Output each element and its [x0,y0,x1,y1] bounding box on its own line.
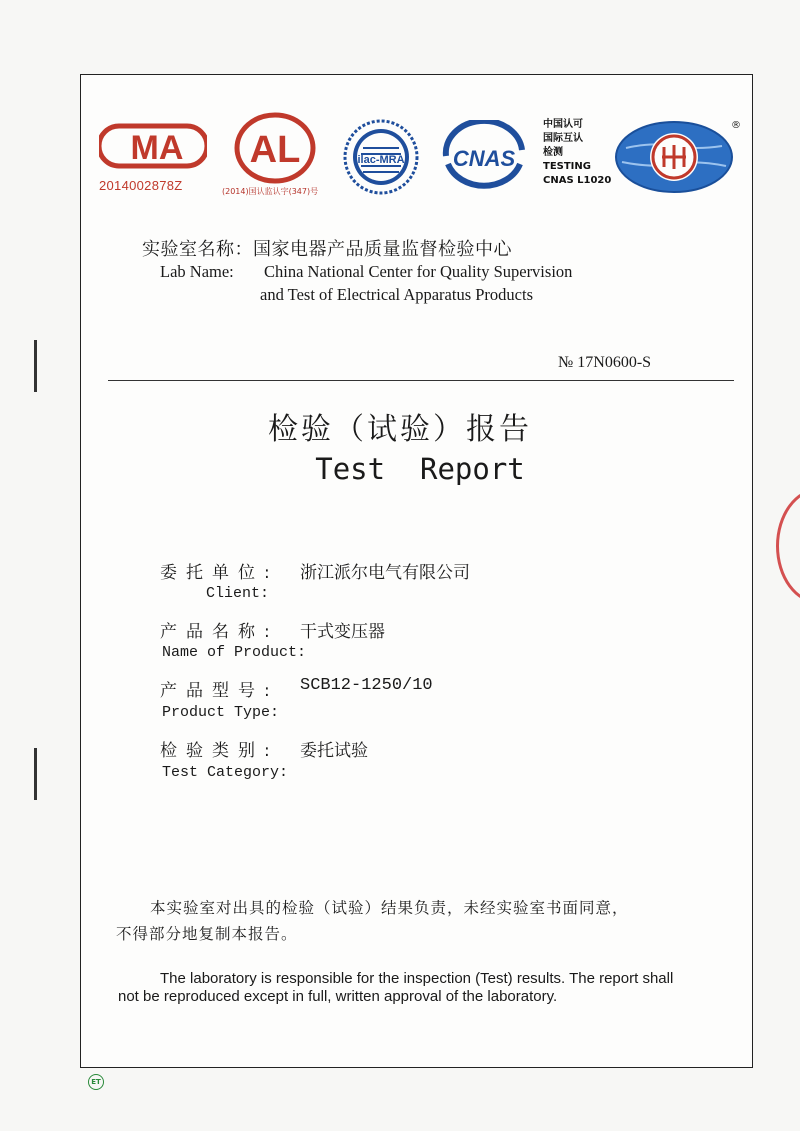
client-label-cn: 委托单位: [160,563,279,583]
report-number: № 17N0600-S [558,354,652,371]
lab-name-en-line1: China National Center for Quality Supervision [264,262,573,281]
ccc-globe-logo [612,118,736,196]
stamp-edge [776,488,800,604]
cal-logo-text: AL [249,129,301,171]
statement-cn-line1: 本实验室对出具的检验（试验）结果负责，未经实验室书面同意， [150,899,629,917]
test-category-label-en: Test Category: [162,764,289,781]
product-name-value: 干式变压器 [300,622,385,642]
product-type-value: SCB12-1250/10 [300,676,433,695]
et-footer-mark: ET [88,1074,104,1090]
title-en: Test Report [315,452,525,486]
cma-logo-text: MA [130,129,184,167]
product-type-label-en: Product Type: [162,704,280,721]
test-category-value: 委托试验 [300,741,368,761]
mutual-recognition-text [543,118,611,188]
product-name-label-cn: 产品名称: [160,622,279,642]
test-category-label-cn: 检验类别: [160,741,279,761]
ilac-logo-text: ilac-MRA [357,154,405,166]
cnas-logo-text: CNAS [452,146,516,171]
ilac-mra-logo [341,118,421,196]
cal-logo [232,110,318,186]
statement-cn-line2: 不得部分地复制本报告。 [116,925,298,943]
binder-hole-bottom [34,748,37,800]
client-value: 浙江派尔电气有限公司 [300,563,470,583]
binder-hole-top [34,340,37,392]
registered-mark: ® [731,120,741,131]
mr-line-5: CNAS L1020 [543,175,612,186]
product-type-label-cn: 产品型号: [160,681,279,701]
mr-line-2: 国际互认 [543,133,583,144]
cma-number: 2014002878Z [99,178,183,193]
lab-name-en-line2: and Test of Electrical Apparatus Products [260,285,534,304]
lab-name-label: Lab Name: [160,262,234,281]
client-label-en: Client: [206,585,270,602]
mr-line-1: 中国认可 [543,119,583,130]
statement-en-line1: The laboratory is responsible for the inspection (Test) results. The report shall [160,970,674,987]
statement-en-line2: not be reproduced except in full, written approval of the laboratory. [118,988,558,1005]
cnas-logo [438,120,530,192]
cma-logo [99,116,207,176]
mr-line-3: 检测 [543,147,563,158]
cal-number: (2014)国认监认字(347)号 [222,187,319,196]
product-name-label-en: Name of Product: [162,644,307,661]
title-cn: 检验（试验）报告 [268,412,532,447]
divider [108,380,734,381]
mr-line-4: TESTING [543,161,591,172]
lab-name-cn: 实验室名称：国家电器产品质量监督检验中心 [142,239,512,260]
